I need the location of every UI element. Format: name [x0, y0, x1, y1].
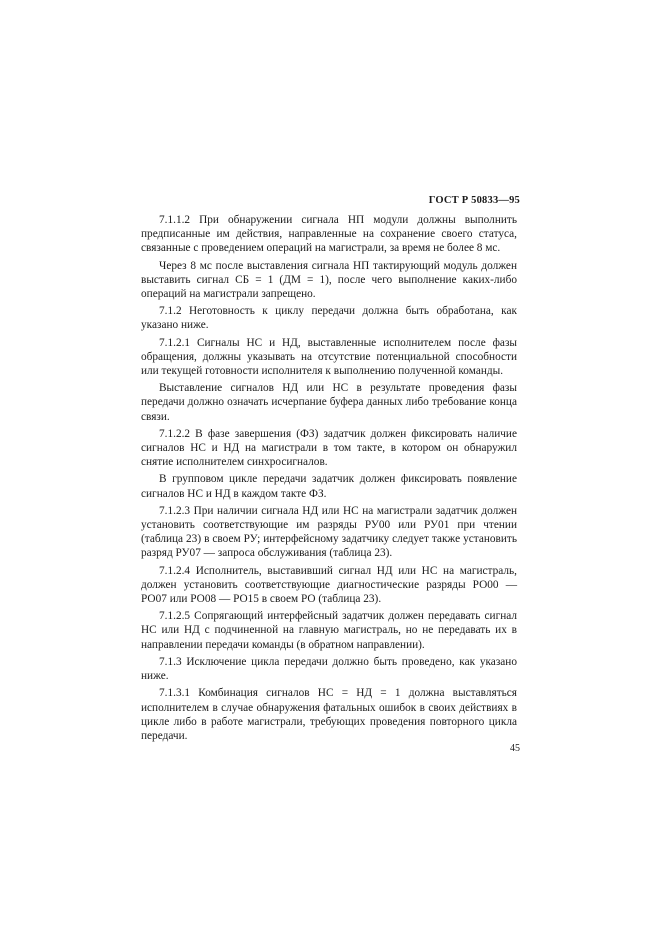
paragraph-7-1-2-5: 7.1.2.5 Сопрягающий интерфейсный задатчик должен передавать сигнал НС или НД с подчиненной на главную магистраль, но не передавать их в направлении передачи команды (в обратном направлении).	[141, 610, 517, 651]
paragraph-7-1-2: 7.1.2 Неготовность к циклу передачи должна быть обработана, как указано ниже.	[141, 305, 517, 332]
page-number: 45	[510, 743, 520, 754]
paragraph: Через 8 мс после выставления сигнала НП тактирующий модуль должен выставить сигнал СБ = 1 (ДМ = 1), после чего выполнение каких-либо операций на магистрали запрещено.	[141, 259, 517, 301]
paragraph-7-1-3: 7.1.3 Исключение цикла передачи должно быть проведено, как указано ниже.	[141, 655, 517, 683]
paragraph: Выставление сигналов НД или НС в результате проведения фазы передачи должно означать исчерпание буфера данных либо требование конца связи.	[141, 382, 517, 423]
paragraph-7-1-2-4: 7.1.2.4 Исполнитель, выставивший сигнал НД или НС на магистраль, должен установить соответствующие диагностические разряды РО00 — РО07 или РО08 — РО15 в своем РО (таблица 23).	[141, 564, 517, 606]
paragraph-7-1-2-3: 7.1.2.3 При наличии сигнала НД или НС на магистрали задатчик должен установить соответствующие им разряды РУ00 или РУ01 при чтении (таблица 23) в своем РУ; интерфейсному задатчику следует также установить разряд РУ07 — запроса обслуживания (таблица 23).	[141, 504, 517, 560]
paragraph-7-1-3-1: 7.1.3.1 Комбинация сигналов НС = НД = 1 должна выставляться исполнителем в случае обнаружения фатальных ошибок в своих действиях в цикле либо в работе магистрали, требующих проведения повторного цикла передачи.	[141, 687, 517, 742]
paragraph: В групповом цикле передачи задатчик должен фиксировать появление сигналов НС и НД в каждом такте ФЗ.	[141, 473, 517, 500]
document-header: ГОСТ Р 50833—95	[428, 195, 520, 206]
paragraph-7-1-2-2: 7.1.2.2 В фазе завершения (ФЗ) задатчик должен фиксировать наличие сигналов НС и НД на магистрали в том такте, в котором он обнаружил снятие исполнителем синхросигналов.	[141, 427, 517, 469]
paragraph-7-1-1-2: 7.1.1.2 При обнаружении сигнала НП модули должны выполнить предписанные им действия, направленные на сохранение своего статуса, связанные с проведением операций на магистрали, за время не более 8 мс.	[141, 214, 517, 255]
paragraph-7-1-2-1: 7.1.2.1 Сигналы НС и НД, выставленные исполнителем после фазы обращения, должны указывать на отсутствие потенциальной способности или текущей готовности исполнителя к выполнению полученной команды.	[141, 336, 517, 378]
document-body	[141, 213, 517, 746]
